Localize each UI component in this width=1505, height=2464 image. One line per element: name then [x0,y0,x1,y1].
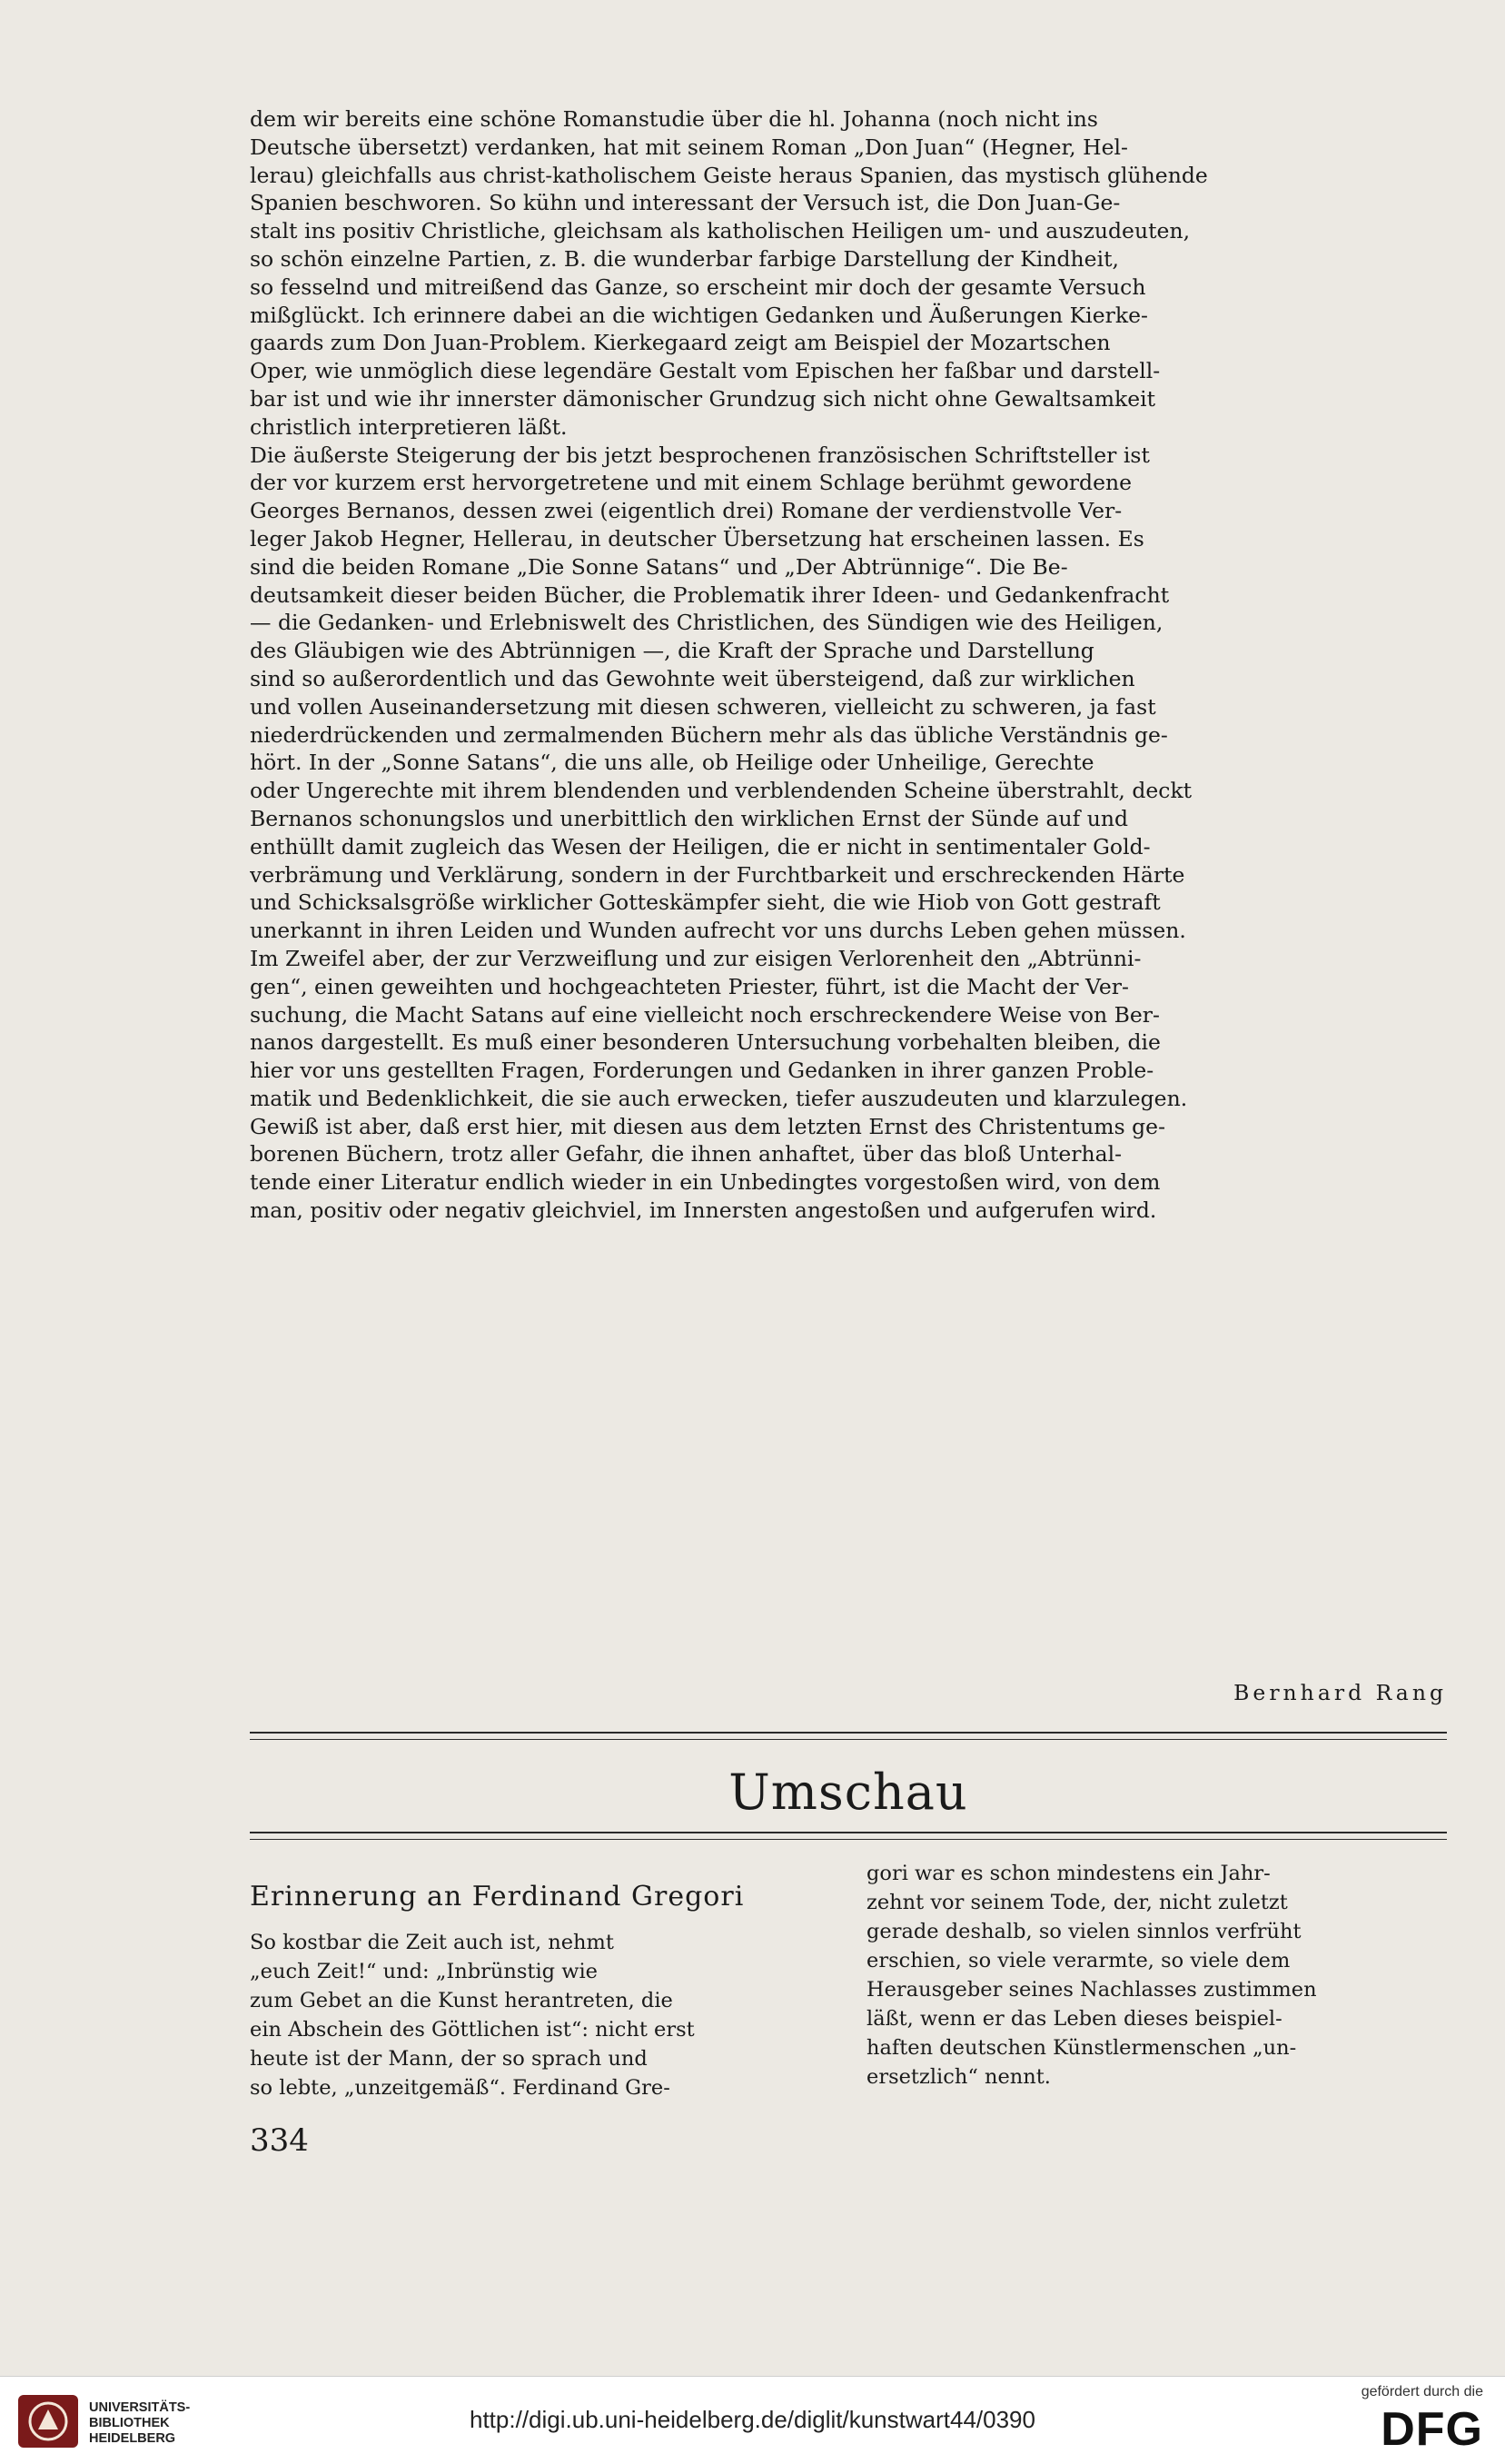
text-line: matik und Bedenklichkeit, die sie auch erwecken, tiefer auszudeuten und klarzulegen. [250,1085,1188,1111]
text-line: lerau) gleichfalls aus christ-katholischem Geiste heraus Spanien, das mystisch glühende [250,162,1208,188]
text-line: so lebte, „unzeitgemäß“. Ferdinand Gre- [250,2076,670,2100]
institution-line: BIBLIOTHEK [89,2416,170,2430]
text-line: mißglückt. Ich erinnere dabei an die wichtigen Gedanken und Äußerungen Kierke- [250,302,1148,328]
dfg-logo: DFG [1381,2403,1483,2456]
text-line: bar ist und wie ihr innerster dämonischer Grundzug sich nicht ohne Gewaltsamkeit [250,385,1156,412]
right-column [866,1859,1436,2091]
left-column [250,1859,819,2102]
institution-line: UNIVERSITÄTS- [89,2400,191,2415]
text-line: sind die beiden Romane „Die Sonne Satans“ und „Der Abtrünnige“. Die Be- [250,553,1068,580]
text-line: „euch Zeit!“ und: „Inbrünstig wie [250,1960,598,1983]
text-line: oder Ungerechte mit ihrem blendenden und verblendenden Scheine überstrahlt, deckt [250,778,1193,804]
text-line: erschien, so viele verarmte, so viele dem [866,1949,1291,1972]
text-line: stalt ins positiv Christliche, gleichsam als katholischen Heiligen um- und auszudeuten, [250,218,1191,244]
text-line: borenen Büchern, trotz aller Gefahr, die ihnen anhaftet, über das bloß Unterhal- [250,1141,1123,1167]
text-line: so fesselnd und mitreißend das Ganze, so erscheint mir doch der gesamte Versuch [250,273,1146,300]
text-line: zum Gebet an die Kunst herantreten, die [250,1989,673,2012]
text-line: Gewiß ist aber, daß erst hier, mit diesen aus dem letzten Ernst des Christentums ge- [250,1113,1166,1139]
text-line: Bernanos schonungslos und unerbittlich den wirklichen Ernst der Sünde auf und [250,805,1129,831]
text-line: Deutsche übersetzt) verdanken, hat mit seinem Roman „Don Juan“ (Hegner, Hel- [250,134,1128,160]
section-rule-top [250,1732,1447,1734]
text-line: dem wir bereits eine schöne Romanstudie über die hl. Johanna (noch nicht ins [250,106,1098,132]
page-number: 334 [250,2122,309,2159]
text-line: und Schicksalsgröße wirklicher Gotteskämpfer sieht, die wie Hiob von Gott gestraft [250,889,1161,916]
text-line: Georges Bernanos, dessen zwei (eigentlich drei) Romane der verdienstvolle Ver- [250,498,1123,524]
text-line: suchung, die Macht Satans auf eine vielleicht noch erschreckendere Weise von Ber- [250,1001,1160,1028]
section-rule-bottom [250,1832,1447,1833]
text-line: Herausgeber seines Nachlasses zustimmen [866,1978,1317,2002]
text-line: gaards zum Don Juan-Problem. Kierkegaard zeigt am Beispiel der Mozartschen [250,330,1111,356]
author-line [250,1679,1447,1707]
text-line: man, positiv oder negativ gleichviel, im Innersten angestoßen und aufgerufen wird. [250,1197,1157,1224]
text-line: gori war es schon mindestens ein Jahr- [866,1862,1271,1885]
section-rule-top-inner [250,1739,1447,1740]
source-url-link[interactable]: http://digi.ub.uni-heidelberg.de/diglit/kunstwart44/0390 [470,2406,1035,2433]
text-line: verbrämung und Verklärung, sondern in der Furchtbarkeit und erschreckenden Härte [250,861,1185,888]
text-line: unerkannt in ihren Leiden und Wunden aufrecht vor uns durchs Leben gehen müssen. [250,918,1186,944]
section-heading: Umschau [728,1764,968,1821]
section-rule-bottom-inner [250,1839,1447,1840]
text-line: läßt, wenn er das Leben dieses beispiel- [866,2007,1282,2031]
text-line: haften deutschen Künstlermenschen „un- [866,2036,1297,2060]
article-title: Erinnerung an Ferdinand Gregori [250,1881,745,1913]
text-line: zehnt vor seinem Tode, der, nicht zuletzt [866,1891,1288,1914]
text-line: ein Abschein des Göttlichen ist“: nicht erst [250,2018,695,2042]
text-line: Spanien beschworen. So kühn und interessant der Versuch ist, die Don Juan-Ge- [250,190,1121,216]
text-line: enthüllt damit zugleich das Wesen der Heiligen, die er nicht in sentimentaler Gold- [250,833,1151,859]
text-line: hört. In der „Sonne Satans“, die uns alle, ob Heilige oder Unheilige, Gerechte [250,750,1094,776]
text-line: so schön einzelne Partien, z. B. die wunderbar farbige Darstellung der Kindheit, [250,245,1120,272]
text-line: So kostbar die Zeit auch ist, nehmt [250,1931,614,1954]
text-line: hier vor uns gestellten Fragen, Forderungen und Gedanken in ihrer ganzen Proble- [250,1058,1154,1084]
text-line: Im Zweifel aber, der zur Verzweiflung und zur eisigen Verlorenheit den „Abtrünni- [250,945,1142,971]
funded-by-label: gefördert durch die [1361,2384,1483,2399]
author-signature: Bernhard Rang [1233,1680,1447,1705]
text-line: deutsamkeit dieser beiden Bücher, die Problematik ihrer Ideen- und Gedankenfracht [250,581,1170,608]
text-line: gerade deshalb, so vielen sinnlos verfrüht [866,1920,1302,1943]
text-line: gen“, einen geweihten und hochgeachteten Priester, führt, ist die Macht der Ver- [250,973,1129,999]
article-body [250,105,1447,1225]
text-line: heute ist der Mann, der so sprach und [250,2047,648,2071]
text-line: sind so außerordentlich und das Gewohnte weit übersteigend, daß zur wirklichen [250,665,1135,691]
text-line: leger Jakob Hegner, Hellerau, in deutscher Übersetzung hat erscheinen lassen. Es [250,525,1144,551]
footer-bar [0,2376,1505,2464]
text-line: des Gläubigen wie des Abtrünnigen —, die Kraft der Sprache und Darstellung [250,638,1094,664]
text-line: ersetzlich“ nennt. [866,2065,1051,2089]
text-line: tende einer Literatur endlich wieder in ein Unbedingtes vorgestoßen wird, von dem [250,1169,1161,1196]
left-column-text [250,1928,819,2102]
text-line: — die Gedanken- und Erlebniswelt des Christlichen, des Sündigen wie des Heiligen, [250,610,1163,636]
text-line: und vollen Auseinandersetzung mit diesen schweren, vielleicht zu schweren, ja fast [250,693,1156,720]
text-line: christlich interpretieren läßt. [250,413,568,440]
text-line: der vor kurzem erst hervorgetretene und mit einem Schlage berühmt gewordene [250,470,1133,496]
text-line: Oper, wie unmöglich diese legendäre Gestalt vom Epischen her faßbar und darstell- [250,358,1161,384]
text-line: Die äußerste Steigerung der bis jetzt besprochenen französischen Schriftsteller ist [250,442,1150,468]
text-line: nanos dargestellt. Es muß einer besonderen Untersuchung vorbehalten bleiben, die [250,1029,1161,1056]
text-line: niederdrückenden und zermalmenden Büchern mehr als das übliche Verständnis ge- [250,721,1168,748]
institution-line: HEIDELBERG [89,2431,176,2446]
